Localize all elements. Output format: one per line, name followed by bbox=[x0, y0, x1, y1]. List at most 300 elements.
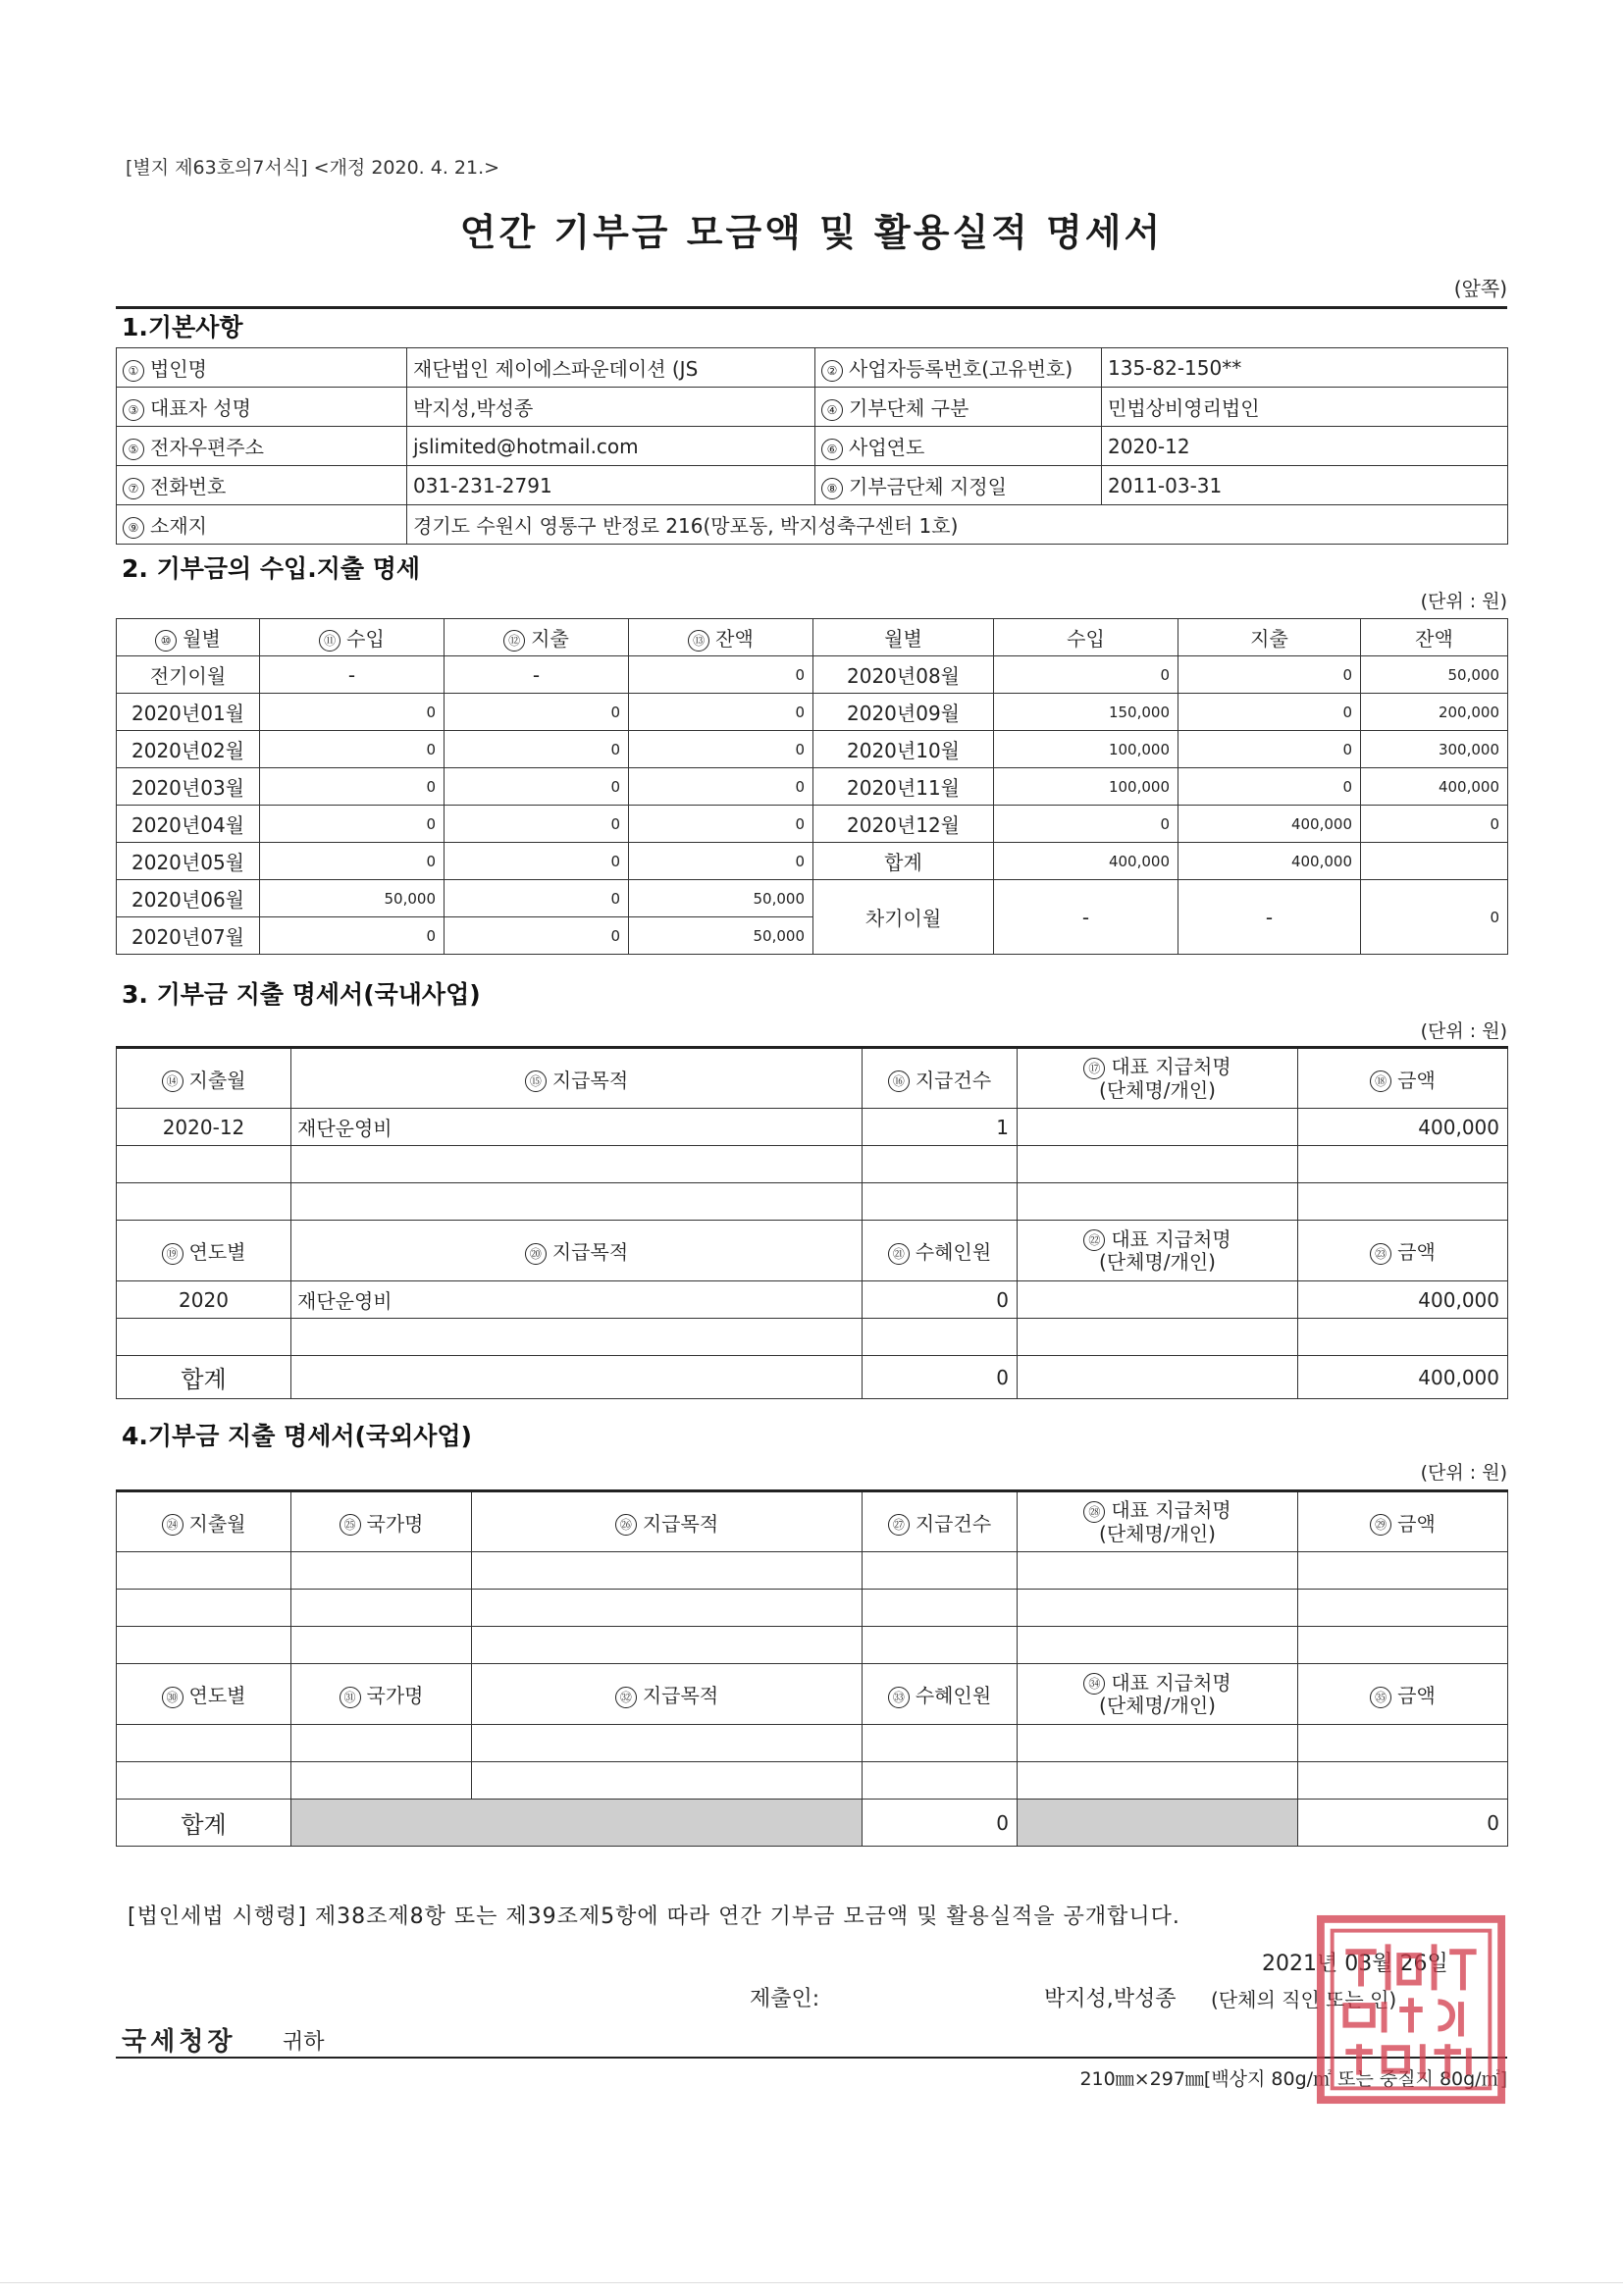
header-text: 금액 bbox=[1397, 1068, 1436, 1092]
expense-cell: 0 bbox=[1178, 731, 1361, 768]
label-cell bbox=[117, 505, 407, 545]
header-text: 지출월 bbox=[188, 1511, 246, 1536]
table-header-row bbox=[117, 1491, 1508, 1552]
expense-month-cell: 2020-12 bbox=[117, 1109, 291, 1146]
circle-number: ㉝ bbox=[888, 1687, 910, 1708]
total-label: 합계 bbox=[117, 1356, 291, 1399]
balance-cell: 50,000 bbox=[1361, 656, 1508, 694]
field-label: 사업자등록번호(고유번호) bbox=[849, 357, 1073, 381]
empty-cell bbox=[1018, 1552, 1298, 1590]
empty-row bbox=[117, 1183, 1508, 1221]
empty-cell bbox=[472, 1590, 863, 1627]
table-row bbox=[117, 694, 1508, 731]
empty-cell bbox=[1018, 1146, 1298, 1183]
balance-cell: 0 bbox=[1361, 806, 1508, 843]
empty-cell bbox=[1298, 1319, 1508, 1356]
disclosure-notice: [법인세법 시행령] 제38조제8항 또는 제39조제5항에 따라 연간 기부금 모금액 및 활용실적을 공개합니다. bbox=[128, 1905, 1180, 1929]
header-month bbox=[117, 619, 260, 656]
month-cell: 2020년12월 bbox=[813, 806, 994, 843]
income-cell: 150,000 bbox=[994, 694, 1178, 731]
header-expense-month bbox=[117, 1048, 291, 1109]
income-cell: 0 bbox=[260, 843, 445, 880]
page-side-label: (앞쪽) bbox=[1453, 277, 1507, 300]
header-text: 금액 bbox=[1397, 1684, 1436, 1707]
income-cell: 0 bbox=[260, 917, 445, 955]
income-cell: - bbox=[260, 656, 445, 694]
total-balance-cell bbox=[1361, 843, 1508, 880]
total-expense-cell: 400,000 bbox=[1178, 843, 1361, 880]
label-cell bbox=[117, 427, 407, 466]
header-text: 수혜인원 bbox=[915, 1684, 992, 1707]
circle-number: ⑮ bbox=[525, 1070, 547, 1092]
basic-info-row bbox=[117, 505, 1508, 545]
header-text: 지급건수 bbox=[915, 1511, 992, 1536]
income-cell: 0 bbox=[260, 731, 445, 768]
month-cell: 2020년04월 bbox=[117, 806, 260, 843]
header-beneficiaries bbox=[863, 1221, 1018, 1281]
empty-cell bbox=[863, 1552, 1018, 1590]
seal-glyph-row bbox=[1345, 1998, 1461, 2036]
header-country bbox=[291, 1491, 472, 1552]
header-text: 금액 bbox=[1397, 1511, 1436, 1536]
header-text: 지급목적 bbox=[551, 1240, 629, 1264]
total-label-cell: 합계 bbox=[813, 843, 994, 880]
header-text: 지급목적 bbox=[551, 1068, 629, 1092]
empty-row bbox=[117, 1627, 1508, 1664]
email-value: jslimited@hotmail.com bbox=[407, 427, 815, 466]
balance-cell: 400,000 bbox=[1361, 768, 1508, 806]
empty-cell bbox=[863, 1627, 1018, 1664]
empty-cell bbox=[863, 1319, 1018, 1356]
overseas-expense-table bbox=[116, 1489, 1508, 1847]
income-expense-table bbox=[116, 618, 1508, 955]
table-header-row bbox=[117, 1048, 1508, 1109]
domestic-expense-table bbox=[116, 1046, 1508, 1399]
official-seal-icon bbox=[1315, 1913, 1507, 2106]
empty-row bbox=[117, 1319, 1508, 1356]
header-purpose bbox=[291, 1221, 863, 1281]
field-label: 전자우편주소 bbox=[150, 436, 264, 459]
empty-cell bbox=[863, 1762, 1018, 1800]
header-subtext: (단체명/개인) bbox=[1099, 1521, 1216, 1545]
circle-number: ⑧ bbox=[821, 478, 843, 499]
circle-number: ⑰ bbox=[1083, 1058, 1105, 1079]
income-cell: 0 bbox=[260, 768, 445, 806]
expense-cell: 0 bbox=[1178, 694, 1361, 731]
circle-number: ⑯ bbox=[888, 1070, 910, 1092]
circle-number: ⑩ bbox=[155, 630, 177, 652]
section1-top-rule bbox=[116, 306, 1507, 309]
label-cell bbox=[815, 388, 1102, 427]
circle-number: ㉙ bbox=[1370, 1514, 1391, 1536]
table-row bbox=[117, 656, 1508, 694]
seal-note: (단체의 직인 또는 인) bbox=[1211, 1988, 1397, 2011]
empty-cell bbox=[291, 1627, 472, 1664]
header-purpose bbox=[472, 1491, 863, 1552]
header-country bbox=[291, 1664, 472, 1725]
header-text: 대표 지급처명 bbox=[1111, 1670, 1231, 1695]
header-income-2: 수입 bbox=[994, 619, 1178, 656]
corp-name-value: 재단법인 제이에스파운데이션 (JS bbox=[407, 348, 815, 388]
circle-number: ① bbox=[123, 360, 144, 382]
label-cell bbox=[815, 427, 1102, 466]
empty-cell bbox=[291, 1183, 863, 1221]
empty-row bbox=[117, 1590, 1508, 1627]
balance-cell: 0 bbox=[629, 731, 813, 768]
empty-cell bbox=[117, 1552, 291, 1590]
header-year bbox=[117, 1221, 291, 1281]
circle-number: ㉑ bbox=[888, 1243, 910, 1265]
addressee-suffix: 귀하 bbox=[283, 2030, 325, 2055]
field-label: 법인명 bbox=[150, 357, 207, 381]
header-beneficiaries bbox=[863, 1664, 1018, 1725]
header-text: 국가명 bbox=[366, 1684, 424, 1707]
business-number-value: 135-82-150** bbox=[1102, 348, 1508, 388]
expense-cell: 0 bbox=[445, 731, 629, 768]
scan-edge-line bbox=[0, 2282, 1623, 2283]
expense-cell: 400,000 bbox=[1178, 806, 1361, 843]
total-label: 합계 bbox=[117, 1800, 291, 1847]
empty-cell bbox=[863, 1183, 1018, 1221]
circle-number: ㉒ bbox=[1083, 1229, 1105, 1251]
seal-glyphs bbox=[1345, 1944, 1476, 2078]
empty-cell bbox=[1018, 1319, 1298, 1356]
total-count: 0 bbox=[863, 1356, 1018, 1399]
circle-number: ㉓ bbox=[1370, 1243, 1391, 1265]
basic-info-row bbox=[117, 466, 1508, 505]
empty-row bbox=[117, 1146, 1508, 1183]
expense-cell: 0 bbox=[445, 880, 629, 917]
header-text: 연도별 bbox=[188, 1240, 246, 1264]
beneficiaries-cell: 0 bbox=[863, 1281, 1018, 1319]
header-recipient bbox=[1018, 1491, 1298, 1552]
carry-forward-income: - bbox=[994, 880, 1178, 955]
circle-number: ⑨ bbox=[123, 517, 144, 539]
balance-cell: 0 bbox=[629, 806, 813, 843]
purpose-cell: 재단운영비 bbox=[291, 1109, 863, 1146]
field-label: 사업연도 bbox=[849, 436, 925, 459]
header-purpose bbox=[472, 1664, 863, 1725]
expense-cell: 0 bbox=[445, 806, 629, 843]
table-row bbox=[117, 1109, 1508, 1146]
field-label: 대표자 성명 bbox=[150, 396, 251, 420]
empty-cell bbox=[1298, 1627, 1508, 1664]
table-row bbox=[117, 1281, 1508, 1319]
empty-cell bbox=[863, 1590, 1018, 1627]
circle-number: ㉟ bbox=[1370, 1687, 1391, 1708]
empty-cell bbox=[1018, 1183, 1298, 1221]
empty-cell bbox=[1298, 1590, 1508, 1627]
header-text: 지급목적 bbox=[642, 1511, 719, 1536]
expense-cell: 0 bbox=[1178, 656, 1361, 694]
submitter-name: 박지성,박성종 bbox=[1044, 1987, 1177, 2011]
empty-cell bbox=[1018, 1762, 1298, 1800]
section3-title: 3. 기부금 지출 명세서(국내사업) bbox=[122, 980, 481, 1009]
empty-cell bbox=[472, 1552, 863, 1590]
empty-cell bbox=[117, 1146, 291, 1183]
basic-info-table bbox=[116, 347, 1508, 545]
empty-row bbox=[117, 1762, 1508, 1800]
empty-cell bbox=[472, 1627, 863, 1664]
paper-spec: 210㎜×297㎜[백상지 80g/㎡ 또는 중질지 80g/㎡] bbox=[1079, 2068, 1507, 2090]
section2-title: 2. 기부금의 수입.지출 명세 bbox=[122, 554, 421, 583]
circle-number: ② bbox=[821, 360, 843, 382]
phone-value: 031-231-2791 bbox=[407, 466, 815, 505]
header-income bbox=[260, 619, 445, 656]
field-label: 기부단체 구분 bbox=[849, 396, 969, 420]
header-text: 대표 지급처명 bbox=[1111, 1498, 1231, 1523]
income-cell: 0 bbox=[994, 656, 1178, 694]
empty-cell bbox=[472, 1762, 863, 1800]
empty-cell bbox=[1018, 1627, 1298, 1664]
balance-cell: 300,000 bbox=[1361, 731, 1508, 768]
table-header-row bbox=[117, 1664, 1508, 1725]
empty-cell bbox=[1298, 1183, 1508, 1221]
circle-number: ㉞ bbox=[1083, 1673, 1105, 1695]
header-text: 잔액 bbox=[715, 627, 754, 651]
recipient-cell bbox=[1018, 1281, 1298, 1319]
field-label: 소재지 bbox=[150, 514, 207, 538]
document-title: 연간 기부금 모금액 및 활용실적 명세서 bbox=[459, 211, 1164, 254]
empty-cell bbox=[117, 1590, 291, 1627]
basic-info-row bbox=[117, 348, 1508, 388]
section4-unit: (단위 : 원) bbox=[1420, 1462, 1507, 1484]
empty-cell bbox=[117, 1627, 291, 1664]
circle-number: ⑳ bbox=[525, 1243, 547, 1265]
empty-cell bbox=[117, 1319, 291, 1356]
table-row bbox=[117, 843, 1508, 880]
basic-info-row bbox=[117, 427, 1508, 466]
circle-number: ⑦ bbox=[123, 478, 144, 499]
expense-cell: - bbox=[445, 656, 629, 694]
org-type-value: 민법상비영리법인 bbox=[1102, 388, 1508, 427]
empty-cell bbox=[863, 1725, 1018, 1762]
submitter-label: 제출인: bbox=[750, 1987, 820, 2011]
empty-cell bbox=[1018, 1356, 1298, 1399]
empty-cell bbox=[863, 1146, 1018, 1183]
income-cell: 0 bbox=[994, 806, 1178, 843]
circle-number: ㉚ bbox=[162, 1687, 183, 1708]
month-cell: 2020년03월 bbox=[117, 768, 260, 806]
header-expense-2: 지출 bbox=[1178, 619, 1361, 656]
purpose-cell: 재단운영비 bbox=[291, 1281, 863, 1319]
empty-cell bbox=[117, 1725, 291, 1762]
carry-forward-label: 차기이월 bbox=[813, 880, 994, 955]
circle-number: ⑤ bbox=[123, 439, 144, 460]
empty-cell bbox=[291, 1590, 472, 1627]
header-recipient bbox=[1018, 1221, 1298, 1281]
month-cell: 2020년02월 bbox=[117, 731, 260, 768]
header-expense-month bbox=[117, 1491, 291, 1552]
carry-forward-balance: 0 bbox=[1361, 880, 1508, 955]
label-cell bbox=[117, 466, 407, 505]
section3-unit: (단위 : 원) bbox=[1420, 1020, 1507, 1042]
empty-cell bbox=[1298, 1552, 1508, 1590]
empty-cell bbox=[291, 1762, 472, 1800]
table-row bbox=[117, 806, 1508, 843]
header-text: 국가명 bbox=[366, 1511, 424, 1536]
balance-cell: 50,000 bbox=[629, 880, 813, 917]
expense-cell: 0 bbox=[445, 768, 629, 806]
year-cell: 2020 bbox=[117, 1281, 291, 1319]
field-label: 기부금단체 지정일 bbox=[849, 475, 1007, 498]
footer-rule bbox=[116, 2057, 1507, 2059]
empty-row bbox=[117, 1725, 1508, 1762]
header-subtext: (단체명/개인) bbox=[1099, 1250, 1216, 1275]
empty-row bbox=[117, 1552, 1508, 1590]
month-cell: 2020년08월 bbox=[813, 656, 994, 694]
label-cell bbox=[117, 388, 407, 427]
header-text: 대표 지급처명 bbox=[1111, 1226, 1231, 1251]
basic-info-row bbox=[117, 388, 1508, 427]
circle-number: ㉖ bbox=[615, 1514, 637, 1536]
month-cell: 2020년01월 bbox=[117, 694, 260, 731]
empty-cell bbox=[291, 1356, 863, 1399]
circle-number: ⑫ bbox=[503, 630, 525, 652]
section1-title: 1.기본사항 bbox=[122, 313, 243, 341]
circle-number: ㉕ bbox=[340, 1514, 361, 1536]
total-row bbox=[117, 1356, 1508, 1399]
balance-cell: 0 bbox=[629, 843, 813, 880]
income-cell: 100,000 bbox=[994, 731, 1178, 768]
count-cell: 1 bbox=[863, 1109, 1018, 1146]
header-text: 연도별 bbox=[188, 1684, 246, 1707]
header-year bbox=[117, 1664, 291, 1725]
empty-cell bbox=[1298, 1725, 1508, 1762]
empty-cell bbox=[117, 1183, 291, 1221]
table-row bbox=[117, 768, 1508, 806]
shaded-cell bbox=[1018, 1800, 1298, 1847]
header-count bbox=[863, 1048, 1018, 1109]
circle-number: ⑥ bbox=[821, 439, 843, 460]
header-subtext: (단체명/개인) bbox=[1099, 1077, 1216, 1102]
label-cell bbox=[815, 466, 1102, 505]
header-balance-2: 잔액 bbox=[1361, 619, 1508, 656]
month-cell: 2020년05월 bbox=[117, 843, 260, 880]
address-value: 경기도 수원시 영통구 반정로 216(망포동, 박지성축구센터 1호) bbox=[407, 505, 1508, 545]
month-cell: 2020년06월 bbox=[117, 880, 260, 917]
circle-number: ㉘ bbox=[1083, 1501, 1105, 1523]
amount-cell: 400,000 bbox=[1298, 1281, 1508, 1319]
header-text: 월별 bbox=[183, 627, 221, 651]
header-text: 수입 bbox=[346, 627, 385, 651]
expense-cell: 0 bbox=[445, 917, 629, 955]
empty-cell bbox=[291, 1725, 472, 1762]
balance-cell: 200,000 bbox=[1361, 694, 1508, 731]
circle-number: ㉔ bbox=[162, 1514, 183, 1536]
addressee: 국세청장 bbox=[122, 2027, 236, 2057]
circle-number: ㉛ bbox=[340, 1687, 361, 1708]
expense-cell: 0 bbox=[445, 694, 629, 731]
month-cell: 2020년09월 bbox=[813, 694, 994, 731]
balance-cell: 0 bbox=[629, 768, 813, 806]
header-text: 금액 bbox=[1397, 1240, 1436, 1264]
balance-cell: 50,000 bbox=[629, 917, 813, 955]
table-header-row bbox=[117, 1221, 1508, 1281]
circle-number: ⑱ bbox=[1370, 1070, 1391, 1092]
empty-cell bbox=[1018, 1725, 1298, 1762]
header-amount bbox=[1298, 1664, 1508, 1725]
circle-number: ㉜ bbox=[615, 1687, 637, 1708]
table-row bbox=[117, 731, 1508, 768]
header-text: 지출 bbox=[531, 627, 569, 651]
header-recipient bbox=[1018, 1664, 1298, 1725]
balance-cell: 0 bbox=[629, 694, 813, 731]
circle-number: ⑪ bbox=[319, 630, 340, 652]
label-cell bbox=[815, 348, 1102, 388]
label-cell bbox=[117, 348, 407, 388]
header-text: 지출월 bbox=[188, 1068, 246, 1092]
empty-cell bbox=[1298, 1146, 1508, 1183]
empty-cell bbox=[291, 1319, 863, 1356]
header-recipient bbox=[1018, 1048, 1298, 1109]
section4-title: 4.기부금 지출 명세서(국외사업) bbox=[122, 1422, 472, 1450]
income-cell: 50,000 bbox=[260, 880, 445, 917]
month-cell: 전기이월 bbox=[117, 656, 260, 694]
month-cell: 2020년07월 bbox=[117, 917, 260, 955]
table-row bbox=[117, 880, 1508, 917]
fiscal-year-value: 2020-12 bbox=[1102, 427, 1508, 466]
total-row bbox=[117, 1800, 1508, 1847]
header-month-2: 월별 bbox=[813, 619, 994, 656]
header-count bbox=[863, 1491, 1018, 1552]
income-cell: 0 bbox=[260, 694, 445, 731]
month-cell: 2020년10월 bbox=[813, 731, 994, 768]
income-cell: 100,000 bbox=[994, 768, 1178, 806]
expense-cell: 0 bbox=[1178, 768, 1361, 806]
header-amount bbox=[1298, 1491, 1508, 1552]
header-expense bbox=[445, 619, 629, 656]
circle-number: ㉗ bbox=[888, 1514, 910, 1536]
designation-date-value: 2011-03-31 bbox=[1102, 466, 1508, 505]
income-cell: 0 bbox=[260, 806, 445, 843]
empty-cell bbox=[291, 1146, 863, 1183]
header-text: 수혜인원 bbox=[915, 1240, 992, 1264]
amount-cell: 400,000 bbox=[1298, 1109, 1508, 1146]
header-text: 지급건수 bbox=[915, 1068, 992, 1092]
circle-number: ⑭ bbox=[162, 1070, 183, 1092]
empty-cell bbox=[117, 1762, 291, 1800]
expense-cell: 0 bbox=[445, 843, 629, 880]
seal-glyph-row bbox=[1345, 2044, 1468, 2078]
empty-cell bbox=[291, 1552, 472, 1590]
empty-cell bbox=[1298, 1762, 1508, 1800]
balance-cell: 0 bbox=[629, 656, 813, 694]
circle-number: ⑲ bbox=[162, 1243, 183, 1265]
form-reference: [별지 제63호의7서식] <개정 2020. 4. 21.> bbox=[126, 157, 500, 179]
representative-value: 박지성,박성종 bbox=[407, 388, 815, 427]
empty-cell bbox=[472, 1725, 863, 1762]
field-label: 전화번호 bbox=[150, 475, 227, 498]
header-amount bbox=[1298, 1048, 1508, 1109]
table-header-row bbox=[117, 619, 1508, 656]
header-text: 대표 지급처명 bbox=[1111, 1055, 1231, 1079]
shaded-cell bbox=[291, 1800, 863, 1847]
recipient-cell bbox=[1018, 1109, 1298, 1146]
empty-cell bbox=[1018, 1590, 1298, 1627]
header-amount bbox=[1298, 1221, 1508, 1281]
submission-date: 2021년 03월 26일 bbox=[1262, 1952, 1448, 1976]
circle-number: ④ bbox=[821, 399, 843, 421]
section2-unit: (단위 : 원) bbox=[1420, 591, 1507, 612]
month-cell: 2020년11월 bbox=[813, 768, 994, 806]
total-count: 0 bbox=[863, 1800, 1018, 1847]
total-amount: 0 bbox=[1298, 1800, 1508, 1847]
total-income-cell: 400,000 bbox=[994, 843, 1178, 880]
circle-number: ③ bbox=[123, 399, 144, 421]
header-balance bbox=[629, 619, 813, 656]
seal-glyph-row bbox=[1345, 1944, 1476, 1990]
